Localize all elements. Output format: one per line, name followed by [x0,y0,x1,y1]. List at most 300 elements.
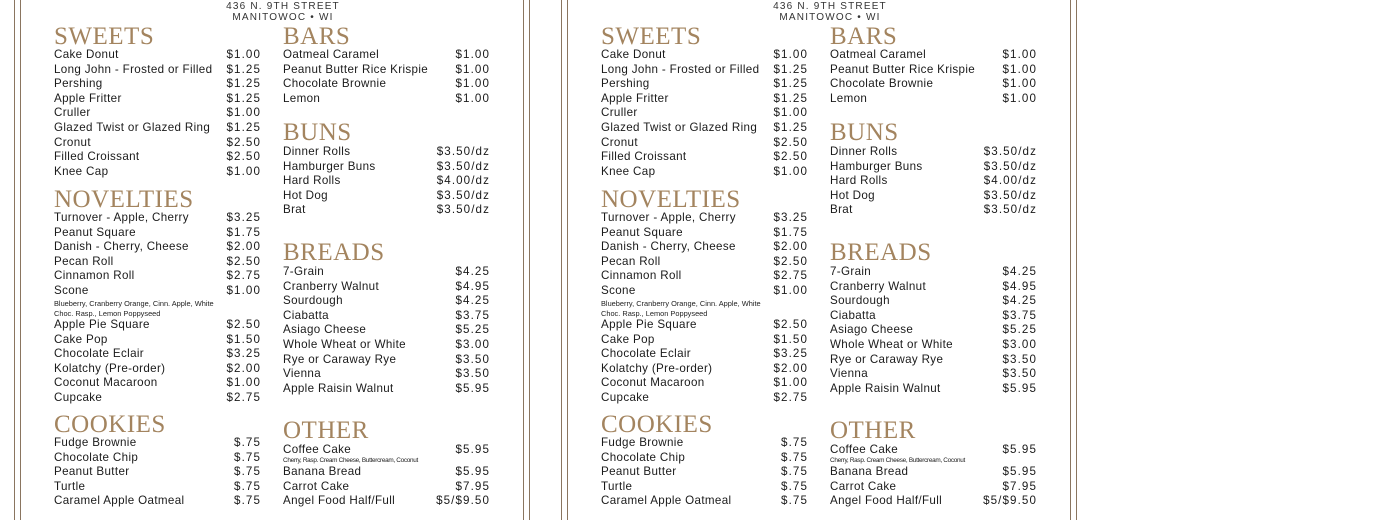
menu-item [54,226,261,241]
item-name: Oatmeal Caramel [830,48,927,61]
item-price: $1.00 [1002,91,1037,105]
menu-item [283,160,490,175]
item-name: Cake Donut [54,48,119,61]
menu-item [54,269,261,284]
menu-item [54,240,261,255]
menu-item [54,318,261,333]
item-name: Peanut Square [601,225,683,239]
item-price: $1.00 [455,91,490,105]
item-price: $3.50/dz [436,188,490,202]
item-price: $1.75 [226,225,261,239]
menu-item [54,255,261,270]
border-line [20,0,21,520]
item-list [283,265,490,396]
menu-item [601,333,808,348]
item-name: Asiago Cheese [830,323,914,337]
item-note: Cherry, Rasp. Cream Cheese, Buttercream, Coconut [830,457,966,465]
item-name: Sourdough [283,294,343,308]
item-name: Peanut Butter Rice Krispie [283,62,429,76]
item-price: $3.50/dz [983,188,1037,202]
item-name: Cronut [54,135,91,149]
item-price: $3.00 [1002,337,1037,351]
item-price: $3.50/dz [983,159,1037,173]
item-price: $3.50/dz [436,159,490,173]
menu-item [601,150,808,165]
border-line [567,0,568,520]
menu-item [601,77,808,92]
menu-item [830,280,1037,295]
section-heading: SWEETS [54,23,155,50]
section-heading: COOKIES [601,411,713,438]
item-price: $1.00 [1002,48,1037,61]
item-name: Ciabatta [283,308,329,322]
item-price: $7.95 [455,479,490,493]
item-name: Cruller [54,106,91,120]
item-list [601,211,808,406]
item-price: $4.95 [1002,279,1037,293]
item-price: $2.00 [773,361,808,375]
item-price: $1.00 [1002,62,1037,76]
item-name: Coffee Cake [283,443,352,456]
item-name: 7-Grain [830,265,872,278]
section-heading: BARS [830,23,898,50]
menu-item [601,362,808,377]
item-name: Cronut [601,135,638,149]
item-price: $2.50 [773,254,808,268]
menu-item [830,494,1037,509]
menu-item [601,121,808,136]
menu-item [283,353,490,368]
item-price: $4.25 [1002,265,1037,278]
item-name: Caramel Apple Oatmeal [54,494,185,508]
item-price: $3.50 [455,352,490,366]
item-price: $2.50 [773,318,808,332]
menu-item [830,309,1037,324]
item-list [283,48,490,106]
item-name: Brat [283,203,306,217]
item-name: Coconut Macaroon [54,376,158,390]
item-name: Coconut Macaroon [601,376,705,390]
menu-item [830,203,1037,218]
menu-item [830,338,1037,353]
item-price: $1.00 [455,48,490,61]
item-price: $2.00 [773,240,808,254]
item-price: $1.00 [773,164,808,178]
item-name: Turtle [54,479,86,493]
menu-item [54,106,261,121]
menu-item [283,265,490,280]
item-name: Lemon [283,91,321,105]
menu-item [283,145,490,160]
border-line [14,0,15,520]
item-name: Chocolate Brownie [830,77,934,91]
section-heading: NOVELTIES [601,186,741,213]
menu-item [283,77,490,92]
menu-item [601,269,808,284]
menu-item [283,309,490,324]
menu-item [601,165,808,180]
menu-item [601,318,808,333]
menu-item [283,367,490,382]
menu-item [54,436,261,451]
item-name: Long John - Frosted or Filled [54,62,213,76]
item-price: $1.00 [1002,77,1037,91]
menu-item [54,451,261,466]
item-list [830,443,1037,509]
item-price: $1.00 [226,48,261,61]
item-name: Turnover - Apple, Cherry [601,211,736,224]
menu-item [54,376,261,391]
item-name: Chocolate Brownie [283,77,387,91]
item-note: Cherry, Rasp. Cream Cheese, Buttercream, Coconut [283,457,419,465]
item-name: Cranberry Walnut [283,279,380,293]
menu-item [54,347,261,362]
item-note: Blueberry, Cranberry Orange, Cinn. Apple, White Choc. Rasp., Lemon Poppyseed [54,299,214,318]
menu-item [601,494,808,509]
item-name: Cake Pop [601,332,655,346]
menu-item [54,165,261,180]
section-heading: NOVELTIES [54,186,194,213]
item-name: Cranberry Walnut [830,279,927,293]
item-name: Cupcake [601,391,650,405]
item-list [601,48,808,179]
section-heading: BARS [283,23,351,50]
item-name: Apple Fritter [54,91,122,105]
menu-item [601,376,808,391]
address-line: 436 N. 9TH STREET [773,1,887,12]
item-name: Peanut Square [54,225,136,239]
item-list [54,48,261,179]
item-name: Hard Rolls [830,174,888,188]
menu-item [54,63,261,78]
item-name: Carrot Cake [830,479,897,493]
item-name: Apple Fritter [601,91,669,105]
item-price: $1.50 [773,332,808,346]
item-name: Turtle [601,479,633,493]
item-price: $1.75 [773,225,808,239]
section-heading: OTHER [830,417,916,444]
item-list [601,436,808,509]
item-price: $.75 [234,465,261,479]
item-price: $2.75 [226,269,261,283]
menu-item [54,284,261,299]
item-list [54,436,261,509]
item-name: Glazed Twist or Glazed Ring [601,120,758,134]
item-price: $1.00 [773,106,808,120]
menu-item [601,240,808,255]
item-price: $.75 [234,450,261,464]
item-name: Pecan Roll [601,254,661,268]
item-price: $2.50 [226,150,261,164]
item-price: $3.50/dz [983,203,1037,217]
item-name: Lemon [830,91,868,105]
item-price: $5.25 [1002,323,1037,337]
item-price: $5.95 [455,381,490,395]
item-name: Caramel Apple Oatmeal [601,494,732,508]
item-name: Whole Wheat or White [830,337,953,351]
menu-item [54,465,261,480]
item-name: Cinnamon Roll [601,269,682,283]
menu-item [54,494,261,509]
item-name: Cake Donut [601,48,666,61]
item-price: $1.25 [226,62,261,76]
item-name: Peanut Butter [601,465,677,479]
menu-item [830,189,1037,204]
item-price: $5.95 [1002,381,1037,395]
menu-item [283,323,490,338]
item-price: $2.75 [226,391,261,405]
menu-item [830,294,1037,309]
section-heading: BREADS [283,239,385,266]
item-price: $7.95 [1002,479,1037,493]
item-name: Apple Raisin Walnut [283,381,394,395]
menu-item [54,92,261,107]
menu-item [283,174,490,189]
item-name: Banana Bread [283,465,362,479]
menu-item [830,323,1037,338]
item-price: $.75 [781,450,808,464]
menu-item [601,347,808,362]
item-name: Hamburger Buns [283,159,376,173]
item-name: Rye or Caraway Rye [283,352,397,366]
item-name: Hamburger Buns [830,159,923,173]
item-name: Peanut Butter [54,465,130,479]
item-name: Banana Bread [830,465,909,479]
item-name: Carrot Cake [283,479,350,493]
menu-item [601,106,808,121]
item-name: Angel Food Half/Full [830,494,943,508]
item-list [830,145,1037,218]
item-price: $3.75 [455,308,490,322]
item-name: Fudge Brownie [54,436,137,449]
item-price: $.75 [781,465,808,479]
item-price: $1.00 [773,376,808,390]
item-name: Sourdough [830,294,890,308]
item-list [283,443,490,509]
item-name: Cupcake [54,391,103,405]
menu-item [601,255,808,270]
border-line [523,0,524,520]
item-price: $2.50 [773,135,808,149]
item-price: $1.25 [226,120,261,134]
menu-item [601,48,808,63]
menu-panel-left [0,0,530,520]
item-name: Chocolate Eclair [54,347,145,361]
item-name: Cake Pop [54,332,108,346]
menu-item [601,136,808,151]
menu-item [601,92,808,107]
item-price: $2.50 [226,135,261,149]
item-price: $.75 [234,479,261,493]
item-price: $1.00 [226,283,261,297]
item-name: Vienna [830,367,868,381]
item-price: $.75 [234,494,261,508]
item-name: Knee Cap [54,164,109,178]
item-name: Pershing [54,77,103,91]
item-price: $.75 [234,436,261,449]
menu-item [283,48,490,63]
item-price: $1.00 [226,376,261,390]
menu-item [283,294,490,309]
menu-item [601,226,808,241]
menu-item [601,436,808,451]
item-name: Hard Rolls [283,174,341,188]
item-name: Scone [54,283,89,297]
item-price: $5.25 [455,323,490,337]
menu-item [54,77,261,92]
menu-item [54,391,261,406]
menu-item [830,160,1037,175]
menu-item [283,494,490,509]
menu-item [283,280,490,295]
item-price: $5.95 [455,443,490,456]
menu-item [830,353,1037,368]
item-price: $3.50/dz [983,145,1037,158]
item-name: Dinner Rolls [283,145,351,158]
item-price: $5/$9.50 [436,494,490,508]
item-name: Asiago Cheese [283,323,367,337]
item-price: $4.00/dz [983,174,1037,188]
border-line [1076,0,1077,520]
menu-item [830,382,1037,397]
menu-item [54,333,261,348]
menu-item [830,480,1037,495]
item-price: $3.50/dz [436,203,490,217]
item-price: $1.25 [773,120,808,134]
menu-item [830,465,1037,480]
item-name: Chocolate Chip [54,450,139,464]
menu-item [601,465,808,480]
item-list [830,48,1037,106]
item-price: $.75 [781,494,808,508]
menu-item [830,48,1037,63]
item-price: $4.95 [455,279,490,293]
menu-item [830,174,1037,189]
item-price: $2.75 [773,269,808,283]
item-name: Fudge Brownie [601,436,684,449]
item-price: $3.50 [455,367,490,381]
item-name: Oatmeal Caramel [283,48,380,61]
item-price: $2.00 [226,361,261,375]
menu-item [54,48,261,63]
menu-item [54,211,261,226]
section-heading: COOKIES [54,411,166,438]
item-price: $1.00 [773,283,808,297]
menu-panel-right [547,0,1077,520]
item-name: Whole Wheat or White [283,337,406,351]
menu-item [601,480,808,495]
item-price: $3.00 [455,337,490,351]
item-price: $3.75 [1002,308,1037,322]
item-name: Turnover - Apple, Cherry [54,211,189,224]
item-name: Chocolate Chip [601,450,686,464]
item-price: $5/$9.50 [983,494,1037,508]
item-name: Peanut Butter Rice Krispie [830,62,976,76]
item-price: $4.00/dz [436,174,490,188]
item-price: $1.25 [226,77,261,91]
menu-item [54,150,261,165]
item-price: $1.25 [773,62,808,76]
item-price: $1.50 [226,332,261,346]
item-price: $2.50 [226,254,261,268]
item-price: $4.25 [455,265,490,278]
item-name: Ciabatta [830,308,876,322]
item-price: $3.25 [226,347,261,361]
item-name: Pecan Roll [54,254,114,268]
item-name: Knee Cap [601,164,656,178]
item-name: Vienna [283,367,321,381]
item-name: Dinner Rolls [830,145,898,158]
item-price: $1.00 [773,48,808,61]
item-price: $1.25 [773,77,808,91]
item-name: Pershing [601,77,650,91]
menu-item [54,136,261,151]
menu-item [830,63,1037,78]
item-price: $3.25 [773,347,808,361]
menu-item [283,382,490,397]
item-price: $.75 [781,436,808,449]
item-price: $5.95 [1002,443,1037,456]
menu-item [601,63,808,78]
item-name: Apple Raisin Walnut [830,381,941,395]
city-line: MANITOWOC • WI [232,12,334,23]
item-name: Apple Pie Square [601,318,697,332]
item-price: $3.25 [773,211,808,224]
item-name: 7-Grain [283,265,325,278]
item-name: Kolatchy (Pre-order) [54,361,166,375]
menu-item [283,63,490,78]
item-price: $4.25 [455,294,490,308]
item-name: Cruller [601,106,638,120]
border-line [1070,0,1071,520]
menu-item [283,92,490,107]
item-name: Coffee Cake [830,443,899,456]
menu-item [830,92,1037,107]
menu-item [830,265,1037,280]
menu-item [601,391,808,406]
item-price: $2.00 [226,240,261,254]
border-line [529,0,530,520]
item-price: $2.75 [773,391,808,405]
item-name: Brat [830,203,853,217]
item-list [830,265,1037,396]
item-note: Blueberry, Cranberry Orange, Cinn. Apple, White Choc. Rasp., Lemon Poppyseed [601,299,761,318]
item-name: Filled Croissant [601,150,687,164]
section-heading: OTHER [283,417,369,444]
item-price: $3.50 [1002,352,1037,366]
menu-item [283,203,490,218]
menu-item [54,362,261,377]
item-name: Filled Croissant [54,150,140,164]
menu-item [54,480,261,495]
item-price: $1.00 [226,164,261,178]
menu-item [283,189,490,204]
menu-item [830,77,1037,92]
item-name: Danish - Cherry, Cheese [54,240,189,254]
address-line: 436 N. 9TH STREET [226,1,340,12]
item-name: Hot Dog [830,188,875,202]
item-price: $1.00 [226,106,261,120]
menu-item [601,211,808,226]
item-price: $2.50 [773,150,808,164]
item-name: Apple Pie Square [54,318,150,332]
item-name: Hot Dog [283,188,328,202]
item-list [54,211,261,406]
item-name: Glazed Twist or Glazed Ring [54,120,211,134]
section-heading: BUNS [830,119,899,146]
section-heading: BREADS [830,239,932,266]
item-name: Scone [601,283,636,297]
